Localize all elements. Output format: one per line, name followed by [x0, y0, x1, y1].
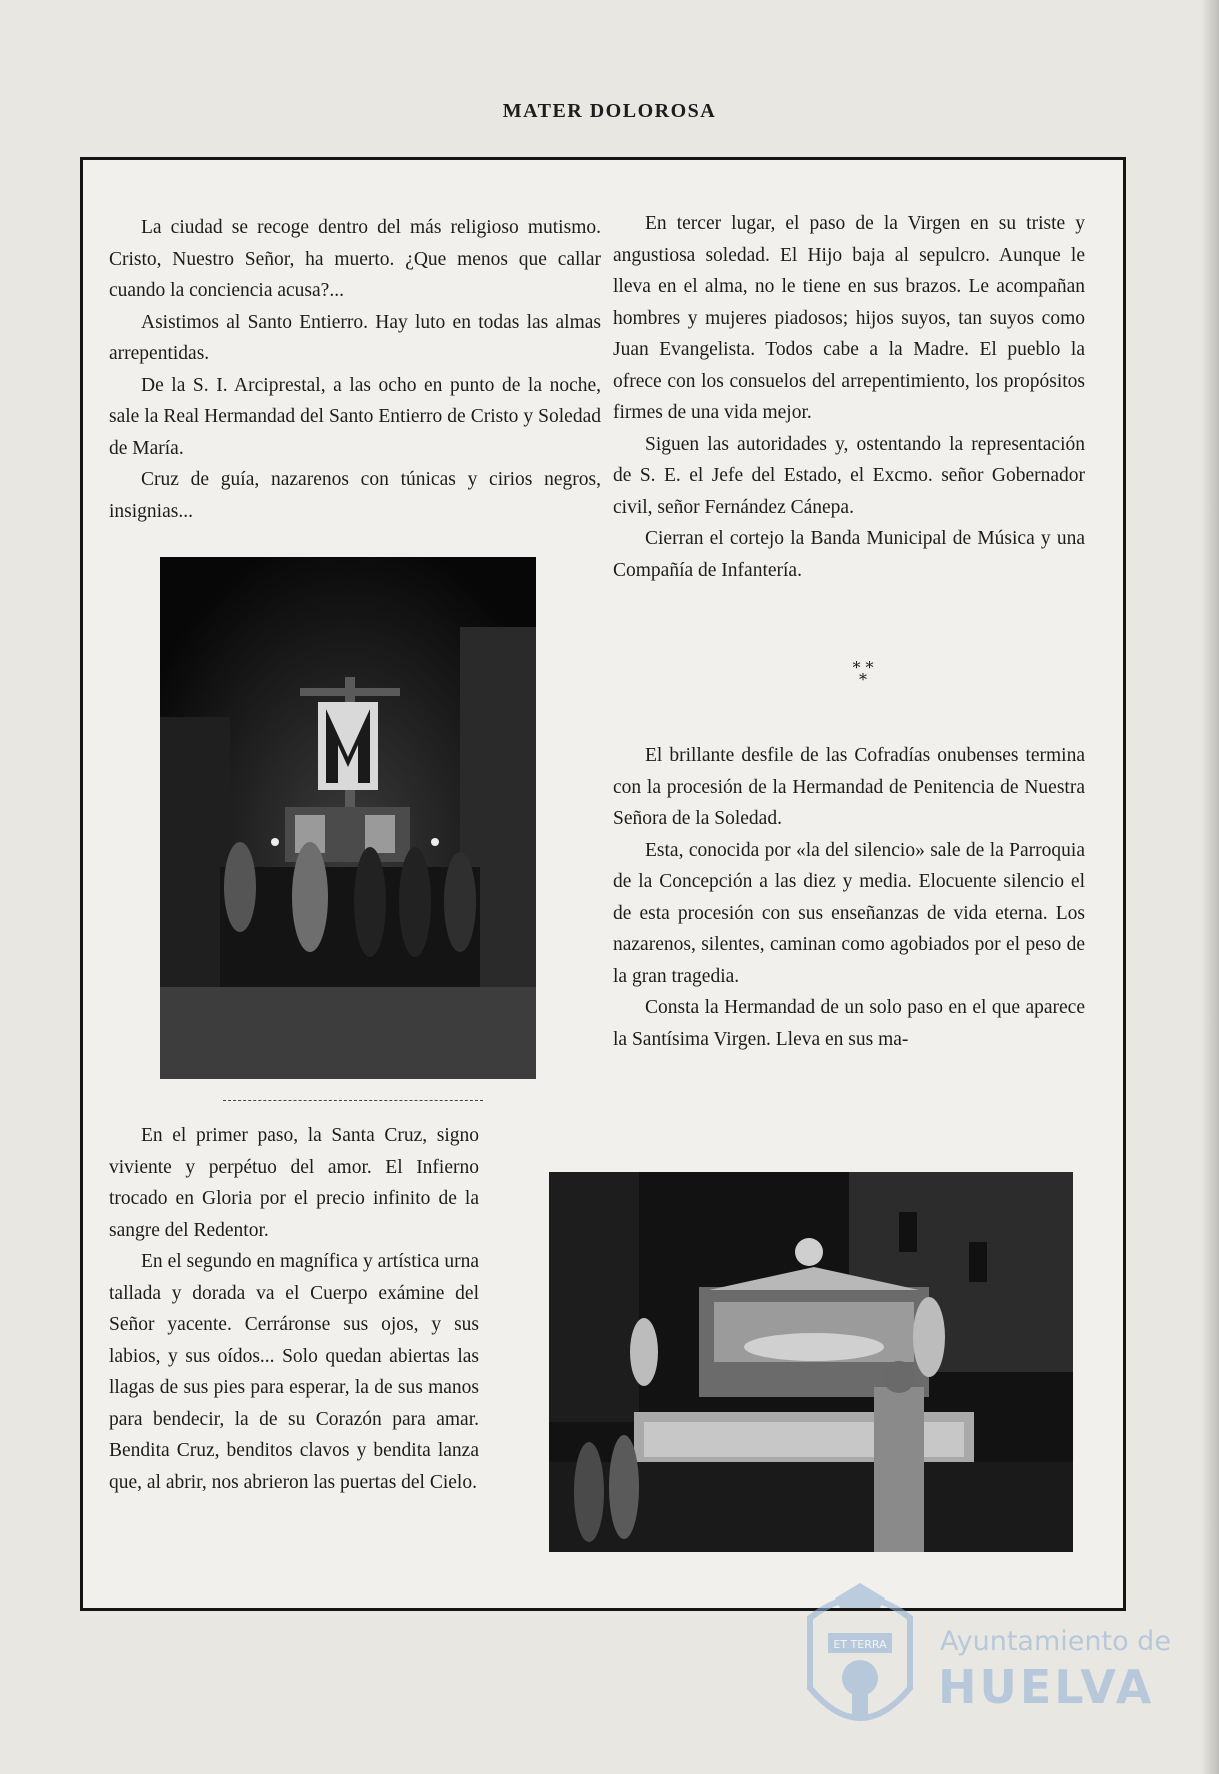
- shield-text: ET TERRA: [833, 1638, 887, 1651]
- paragraph: Cierran el cortejo la Banda Municipal de Música y una Compañía de Infantería.: [613, 528, 1085, 581]
- right-column-bottom: [613, 740, 1085, 1055]
- procession-urn-photo: [549, 1172, 1073, 1552]
- section-separator: [843, 658, 883, 689]
- paragraph: Asistimos al Santo Entierro. Hay luto en todas las almas arrepentidas.: [109, 311, 601, 364]
- paragraph: De la S. I. Arciprestal, a las ocho en punto de la noche, sale la Real Hermandad del Santo Entierro de Cristo y Soledad de María.: [109, 374, 601, 459]
- divider-line: [223, 1100, 483, 1101]
- watermark-line1: Ayuntamiento de: [940, 1626, 1171, 1657]
- running-head: MATER DOLOROSA: [502, 100, 717, 122]
- paragraph: Consta la Hermandad de un solo paso en el que aparece la Santísima Virgen. Lleva en sus ma-: [613, 997, 1085, 1050]
- left-column-top: [109, 212, 601, 527]
- paragraph: Cruz de guía, nazarenos con túnicas y cirios negros, insignias...: [109, 469, 601, 522]
- huelva-shield-icon: [800, 1578, 920, 1743]
- page-edge-shadow: [1201, 0, 1219, 1774]
- left-column-bottom: [109, 1120, 479, 1498]
- procession-cross-photo: [160, 557, 536, 1079]
- separator-glyph: * * *: [852, 658, 874, 689]
- ayuntamiento-watermark: [800, 1568, 1180, 1748]
- procession-urn-image: [549, 1172, 1073, 1552]
- page-frame: [80, 157, 1126, 1611]
- paragraph: En tercer lugar, el paso de la Virgen en su triste y angustiosa soledad. El Hijo baja al sepulcro. Aunque le lleva en el alma, no le tiene en sus brazos. Le acompañan hombres y mujeres piadosos; hijos suyos, tan suyos como Juan Evangelista. Todos cabe a la Madre. El pueblo la ofrece con los consuelos del arrepentimiento, los propósitos firmes de una vida mejor.: [613, 213, 1085, 423]
- paragraph: En el segundo en magnífica y artística urna tallada y dorada va el Cuerpo exámine del Señor yacente. Cerráronse sus ojos, y sus labios, y sus oídos... Solo quedan abiertas las llagas de sus pies para esperar, la de sus manos para bendecir, la de su Corazón para amar. Bendita Cruz, benditos clavos y bendita lanza que, al abrir, nos abrieron las puertas del Cielo.: [109, 1251, 479, 1493]
- paragraph: El brillante desfile de las Cofradías onubenses termina con la procesión de la Hermandad de Penitencia de Nuestra Señora de la Soledad.: [613, 745, 1085, 829]
- paragraph: La ciudad se recoge dentro del más religioso mutismo. Cristo, Nuestro Señor, ha muerto. ¿Que menos que callar cuando la conciencia acusa?...: [109, 217, 601, 301]
- paragraph: Esta, conocida por «la del silencio» sale de la Parroquia de la Concepción a las diez y media. Elocuente silencio el de esta procesión con sus enseñanzas de vida eterna. Los nazarenos, silentes, caminan como agobiados por el peso de la gran tragedia.: [613, 839, 1085, 987]
- right-column-top: [613, 208, 1085, 586]
- procession-cross-image: [160, 557, 536, 1079]
- paragraph: Siguen las autoridades y, ostentando la representación de S. E. el Jefe del Estado, el Excmo. señor Gobernador civil, señor Fernández Cánepa.: [613, 433, 1085, 518]
- paragraph: En el primer paso, la Santa Cruz, signo viviente y perpétuo del amor. El Infierno trocado en Gloria por el precio infinito de la sangre del Redentor.: [109, 1125, 479, 1241]
- watermark-line2: HUELVA: [938, 1660, 1155, 1714]
